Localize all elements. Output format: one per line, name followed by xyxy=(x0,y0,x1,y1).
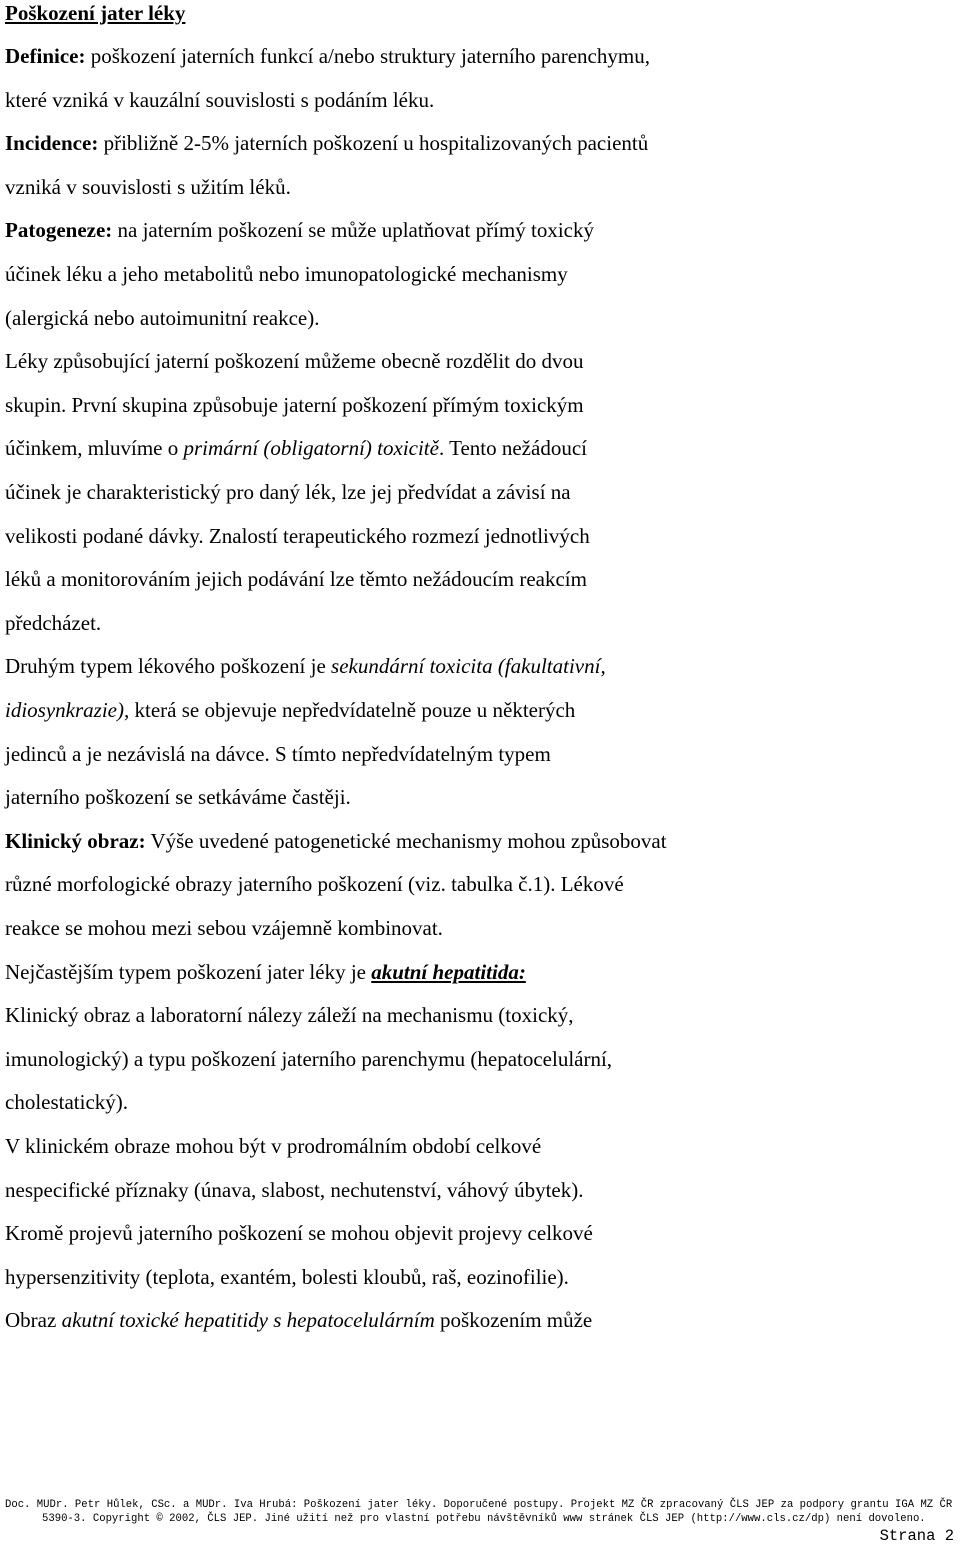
footer-citation-line-1: Doc. MUDr. Petr Hůlek, CSc. a MUDr. Iva Hrubá: Poškození jater léky. Doporučené postupy. Projekt MZ ČR zpracovaný ČLS JEP za podpory grantu IGA MZ ČR xyxy=(5,1499,953,1511)
text-run: Klinický obraz a laboratorní nálezy záleží na mechanismu (toxický, xyxy=(5,1003,574,1028)
text-run: Obraz xyxy=(5,1308,62,1333)
text-line xyxy=(5,1089,128,1115)
text-run: Definice: xyxy=(5,44,86,68)
text-run: vzniká v souvislosti s užitím léků. xyxy=(5,174,291,199)
text-run: akutní toxické hepatitidy s hepatocelulárním xyxy=(61,1308,435,1333)
text-line xyxy=(5,392,584,418)
text-run: Klinický obraz: xyxy=(5,828,146,853)
text-line xyxy=(5,784,351,810)
text-run: které vzniká v kauzální souvislosti s podáním léku. xyxy=(5,87,435,112)
text-run: různé morfologické obrazy jaterního poškození (viz. tabulka č.1). Lékové xyxy=(5,872,624,897)
text-run: (alergická nebo autoimunitní reakce). xyxy=(5,305,320,330)
text-run: . Tento nežádoucí xyxy=(438,436,587,461)
text-line xyxy=(5,653,606,679)
text-line xyxy=(5,435,587,461)
text-run: Výše uvedené patogenetické mechanismy mohou způsobovat xyxy=(145,828,667,853)
page-number: Strana 2 xyxy=(879,1527,954,1545)
text-run: velikosti podané dávky. Znalostí terapeutického rozmezí jednotlivých xyxy=(5,523,590,548)
text-line xyxy=(5,348,583,374)
text-line xyxy=(5,479,571,505)
text-line xyxy=(5,87,434,113)
text-run: jedinců a je nezávislá na dávce. S tímto nepředvídatelným typem xyxy=(5,741,551,766)
text-run: imunologický) a typu poškození jaterního parenchymu (hepatocelulární, xyxy=(5,1046,613,1071)
text-line xyxy=(5,130,648,156)
text-run: hypersenzitivity (teplota, exantém, bolesti kloubů, raš, eozinofilie). xyxy=(5,1264,569,1289)
text-line xyxy=(5,915,443,941)
text-line xyxy=(5,741,551,767)
text-line xyxy=(5,1177,583,1203)
text-run: Léky způsobující jaterní poškození můžeme obecně rozdělit do dvou xyxy=(5,349,584,374)
text-run: jaterního poškození se setkáváme častěji. xyxy=(5,785,351,810)
text-line xyxy=(5,523,590,549)
text-run: poškození jaterních funkcí a/nebo struktury jaterního parenchymu, xyxy=(85,44,650,68)
text-line xyxy=(5,1220,593,1246)
text-line xyxy=(5,174,291,200)
text-line xyxy=(5,1002,574,1028)
text-run: účinkem, mluvíme o xyxy=(5,436,184,461)
text-run: idiosynkrazie), xyxy=(5,698,130,722)
document-title: Poškození jater léky xyxy=(5,1,186,25)
text-run: Incidence: xyxy=(5,131,99,156)
text-line xyxy=(5,828,667,854)
text-run: Patogeneze: xyxy=(5,218,113,243)
text-run: nespecifické příznaky (únava, slabost, nechutenství, váhový úbytek). xyxy=(5,1177,584,1202)
text-run: akutní hepatitida: xyxy=(371,959,526,984)
text-run: skupin. První skupina způsobuje jaterní poškození přímým toxickým xyxy=(5,392,584,417)
text-run: léků a monitorováním jejich podávání lze těmto nežádoucím reakcím xyxy=(5,567,587,592)
text-run: přibližně 2-5% jaterních poškození u hospitalizovaných pacientů xyxy=(98,131,649,156)
text-line xyxy=(5,959,526,985)
text-line xyxy=(5,1133,541,1159)
text-line xyxy=(5,1264,569,1290)
text-line xyxy=(5,1307,592,1333)
text-run: Druhým typem lékového poškození je xyxy=(5,654,332,679)
text-run: V klinickém obraze mohou být v prodromálním období celkové xyxy=(5,1134,542,1158)
text-line xyxy=(5,261,568,287)
text-line xyxy=(5,43,650,69)
text-line xyxy=(5,610,101,636)
text-line xyxy=(5,871,624,897)
text-run: primární (obligatorní) toxicitě xyxy=(183,436,439,461)
text-run: na jaterním poškození se může uplatňovat přímý toxický xyxy=(112,218,594,243)
text-run: která se objevuje nepředvídatelně pouze u některých xyxy=(129,698,576,722)
text-run: sekundární toxicita (fakultativní, xyxy=(331,654,606,679)
text-run: poškozením může xyxy=(434,1308,593,1333)
text-run: Nejčastějším typem poškození jater léky je xyxy=(5,959,372,984)
text-run: Kromě projevů jaterního poškození se mohou objevit projevy celkové xyxy=(5,1221,593,1246)
text-run: účinek je charakteristický pro daný lék, lze jej předvídat a závisí na xyxy=(5,480,571,504)
text-line xyxy=(5,305,319,331)
text-line xyxy=(5,566,587,592)
text-run: předcházet. xyxy=(5,610,102,635)
text-run: cholestatický). xyxy=(5,1090,129,1115)
text-line xyxy=(5,217,594,243)
text-run: reakce se mohou mezi sebou vzájemně kombinovat. xyxy=(5,916,443,940)
footer-citation-line-2: 5390-3. Copyright © 2002, ČLS JEP. Jiné užití než pro vlastní potřebu návštěvníků www stránek ČLS JEP (http://www.cls.cz/dp) není dovoleno. xyxy=(42,1513,926,1525)
text-run: účinek léku a jeho metabolitů nebo imunopatologické mechanismy xyxy=(5,262,568,286)
text-line xyxy=(5,697,575,723)
text-line xyxy=(5,1046,612,1072)
